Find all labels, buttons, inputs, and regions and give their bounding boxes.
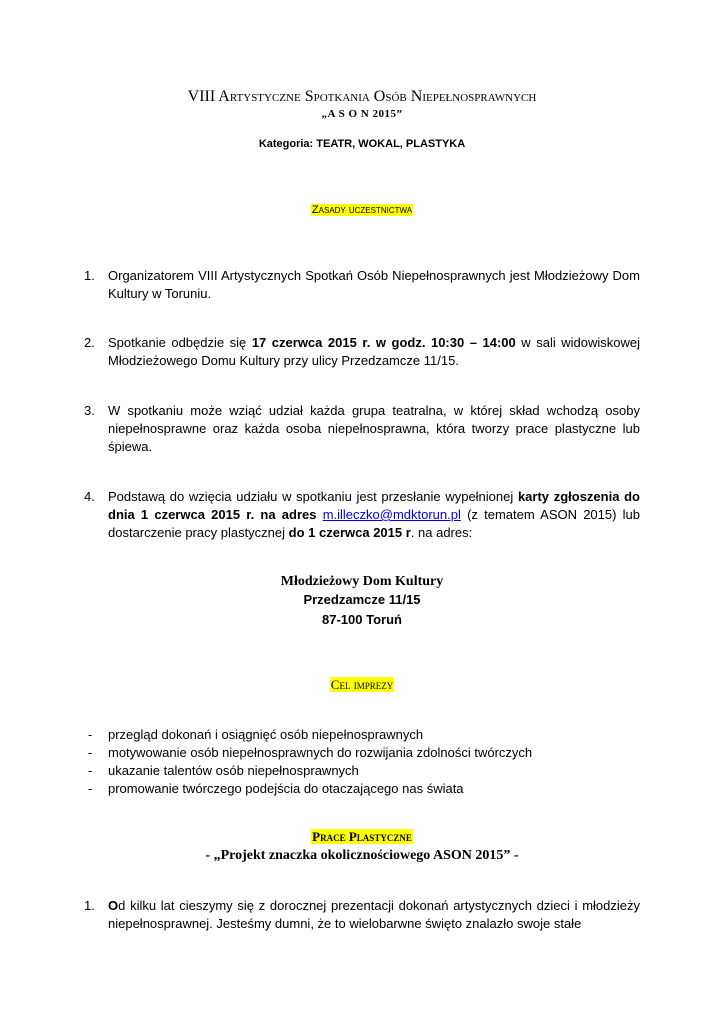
item-text <box>108 897 640 933</box>
rule-text-part: (z tematem ASON 2015) lub dostarczenie pracy plastycznej <box>108 507 640 540</box>
list-item-text: przegląd dokonań i osiągnięć osób niepełnosprawnych <box>108 727 424 742</box>
list-item <box>84 726 644 744</box>
rule-text: Organizatorem VIII Artystycznych Spotkań Osób Niepełnosprawnych jest Młodzieżowy Dom Kultury w Toruniu. <box>108 268 640 301</box>
rule-text <box>108 488 640 542</box>
list-item <box>84 762 644 780</box>
dash-marker: - <box>88 763 93 778</box>
category-line <box>0 138 724 150</box>
rule-item-1 <box>84 267 640 303</box>
rule-number: 4. <box>84 489 95 504</box>
section-heading-goal <box>0 677 724 693</box>
section-heading-rules <box>0 204 724 216</box>
address-street: Przedzamcze 11/15 <box>303 592 421 607</box>
item-initial: O <box>108 898 119 913</box>
email-link[interactable]: m.illeczko@mdktorun.pl <box>322 507 461 522</box>
rule-deadline: karty zgłoszenia do dnia 1 czerwca 2015 r. na adres <box>108 489 640 522</box>
item-text-body: d kilku lat cieszymy się z dorocznej prezentacji dokonań artystycznych dzieci i młodzieży niepełnosprawnej. Jesteśmy dumni, że to wielobarwne święto znalazło swoje stałe <box>108 898 640 931</box>
dash-marker: - <box>88 727 93 742</box>
section-heading-artworks <box>0 829 724 845</box>
section-heading-artworks-text: Prace Plastyczne <box>312 829 412 844</box>
list-item-text: promowanie twórczego podejścia do otaczającego nas świata <box>108 781 464 796</box>
address-city: 87-100 Toruń <box>322 612 402 627</box>
rule-number: 3. <box>84 403 95 418</box>
list-item-text: motywowanie osób niepełnosprawnych do rozwijania zdolności twórczych <box>108 745 533 760</box>
rule-text-part: Spotkanie odbędzie się <box>108 335 252 350</box>
category-label: Kategoria: <box>258 138 314 150</box>
goal-list <box>84 726 644 798</box>
rule-deadline-2: do 1 czerwca 2015 r <box>288 525 411 540</box>
dash-marker: - <box>88 781 93 796</box>
rule-date-time: 17 czerwca 2015 r. w godz. 10:30 – 14:00 <box>251 335 516 350</box>
rule-item-2 <box>84 334 640 370</box>
address-name: Młodzieżowy Dom Kultury <box>280 574 444 589</box>
item-number: 1. <box>84 898 95 913</box>
section-heading-rules-text: Zasady uczestnictwa <box>311 204 413 216</box>
rule-text: W spotkaniu może wziąć udział każda grupa teatralna, w której skład wchodzą osoby niepełnosprawne oraz każda osoba niepełnosprawna, która tworzy prace plastyczne lub śpiewa. <box>108 403 640 454</box>
document-title: VIII Artystyczne Spotkania Osób Niepełnosprawnych <box>187 88 537 105</box>
rule-item-3 <box>84 402 640 456</box>
document-subtitle: „A S O N 2015” <box>321 108 403 120</box>
list-item <box>84 744 644 762</box>
category-value: TEATR, WOKAL, PLASTYKA <box>316 138 466 150</box>
artworks-item-1 <box>84 897 640 933</box>
rule-text-part: Podstawą do wzięcia udziału w spotkaniu jest przesłanie wypełnionej <box>108 489 518 504</box>
section-heading-goal-text: Cel imprezy <box>330 677 394 692</box>
section-subheading: - „Projekt znaczka okolicznościowego ASON 2015” - <box>205 848 519 863</box>
rule-item-4 <box>84 488 640 542</box>
rule-number: 1. <box>84 268 95 283</box>
dash-marker: - <box>88 745 93 760</box>
list-item-text: ukazanie talentów osób niepełnosprawnych <box>108 763 359 778</box>
rule-text <box>108 334 640 370</box>
list-item <box>84 780 644 798</box>
rule-number: 2. <box>84 335 95 350</box>
rule-text-part: . na adres: <box>410 525 473 540</box>
rule-text-part: w sali widowiskowej Młodzieżowego Domu Kultury przy ulicy Przedzamcze 11/15. <box>108 335 641 368</box>
